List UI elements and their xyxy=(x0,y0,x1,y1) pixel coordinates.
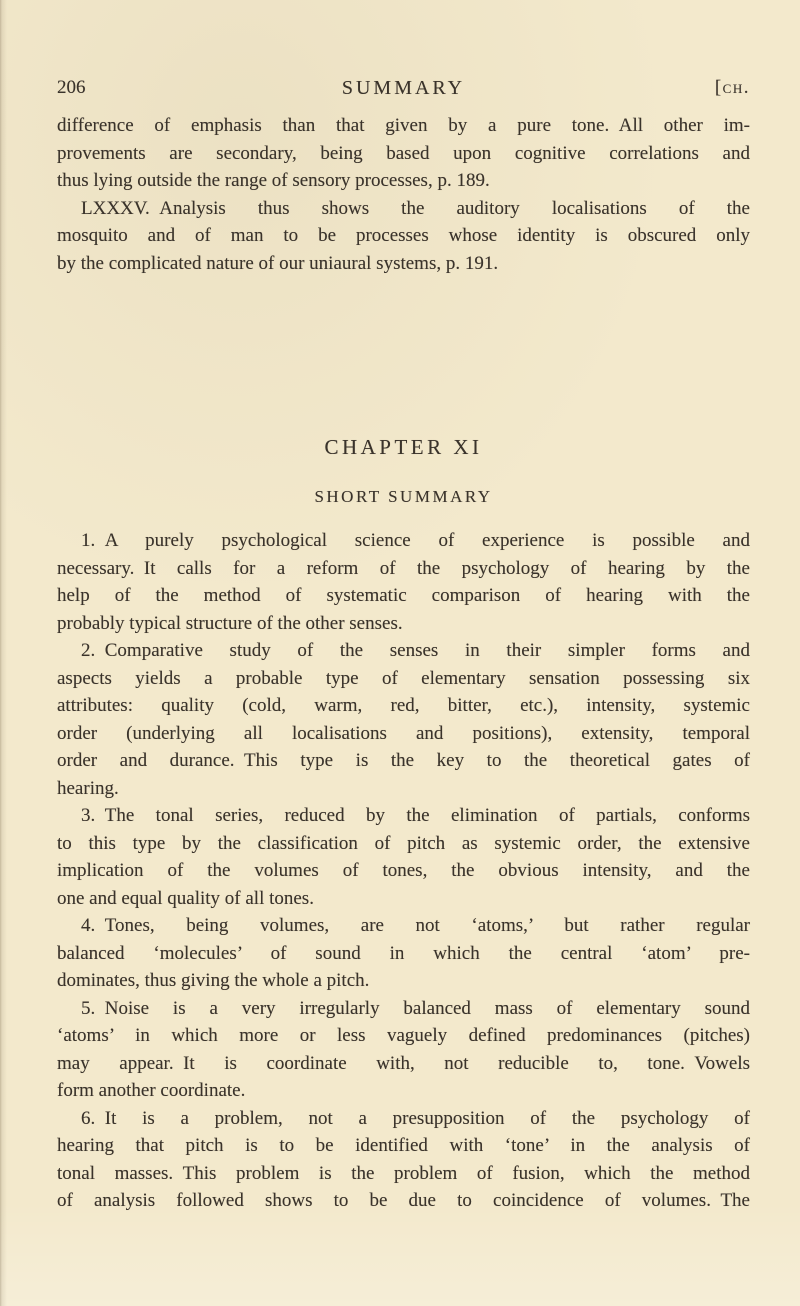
paragraph xyxy=(57,802,750,912)
text-line: by the complicated nature of our uniaural systems, p. 191. xyxy=(57,252,499,274)
text-line: thus lying outside the range of sensory processes, p. 189. xyxy=(57,170,490,191)
paragraph xyxy=(57,637,750,802)
page-number: 206 xyxy=(57,77,86,98)
text-line: hearing that pitch is to be identified with ‘tone’ in the analysis of xyxy=(57,1135,750,1156)
text-line: necessary. It calls for a reform of the psychology of hearing by the xyxy=(57,557,750,579)
text-line: dominates, thus giving the whole a pitch. xyxy=(57,970,370,991)
text-line: 2. Comparative study of the senses in their simpler forms and xyxy=(81,640,750,661)
text-line: of analysis followed shows to be due to coincidence of volumes. The xyxy=(57,1190,750,1211)
paragraph xyxy=(57,112,750,195)
chapter-mark: [ch. xyxy=(714,77,750,98)
chapter-subtitle: SHORT SUMMARY xyxy=(314,487,493,506)
text-line: hearing. xyxy=(57,777,119,799)
text-line: order (underlying all localisations and positions), extensity, temporal xyxy=(57,722,750,744)
paragraph xyxy=(57,912,750,995)
text-line: 5. Noise is a very irregularly balanced mass of elementary sound xyxy=(81,997,750,1019)
text-line: attributes: quality (cold, warm, red, bitter, etc.), intensity, systemic xyxy=(57,695,750,716)
summary-continuation-text xyxy=(57,112,750,277)
text-line: tonal masses. This problem is the problem of fusion, which the method xyxy=(57,1162,750,1184)
text-line: 4. Tones, being volumes, are not ‘atoms,’ but rather regular xyxy=(81,915,750,936)
text-line: mosquito and of man to be processes whose identity is obscured only xyxy=(57,225,750,246)
page-header xyxy=(57,76,750,100)
paragraph xyxy=(57,527,750,637)
text-line: order and durance. This type is the key to the theoretical gates of xyxy=(57,750,750,771)
text-line: aspects yields a probable type of elementary sensation possessing six xyxy=(57,667,750,689)
text-line: 1. A purely psychological science of experience is possible and xyxy=(81,530,750,551)
chapter-title: CHAPTER XI xyxy=(324,435,483,459)
text-line: LXXXV. Analysis thus shows the auditory localisations of the xyxy=(81,197,750,219)
text-line: 3. The tonal series, reduced by the elimination of partials, conforms xyxy=(81,805,750,826)
text-line: difference of emphasis than that given by a pure tone. All other im- xyxy=(57,115,750,136)
text-line: balanced ‘molecules’ of sound in which the central ‘atom’ pre- xyxy=(57,942,750,964)
text-line: implication of the volumes of tones, the obvious intensity, and the xyxy=(57,860,750,881)
short-summary-text xyxy=(57,527,750,1215)
text-line: to this type by the classification of pitch as systemic order, the extensive xyxy=(57,832,750,854)
running-title: SUMMARY xyxy=(341,77,466,99)
text-line: form another coordinate. xyxy=(57,1080,246,1101)
text-line: one and equal quality of all tones. xyxy=(57,887,314,909)
text-line: 6. It is a problem, not a presupposition of the psychology of xyxy=(81,1107,750,1129)
text-line: provements are secondary, being based upon cognitive correlations and xyxy=(57,142,750,164)
paragraph xyxy=(57,195,750,278)
text-line: help of the method of systematic comparison of hearing with the xyxy=(57,585,750,606)
text-line: may appear. It is coordinate with, not reducible to, tone. Vowels xyxy=(57,1052,750,1074)
text-line: probably typical structure of the other senses. xyxy=(57,612,403,634)
paragraph xyxy=(57,1105,750,1215)
paragraph xyxy=(57,995,750,1105)
text-line: ‘atoms’ in which more or less vaguely defined predominances (pitches) xyxy=(57,1025,750,1046)
